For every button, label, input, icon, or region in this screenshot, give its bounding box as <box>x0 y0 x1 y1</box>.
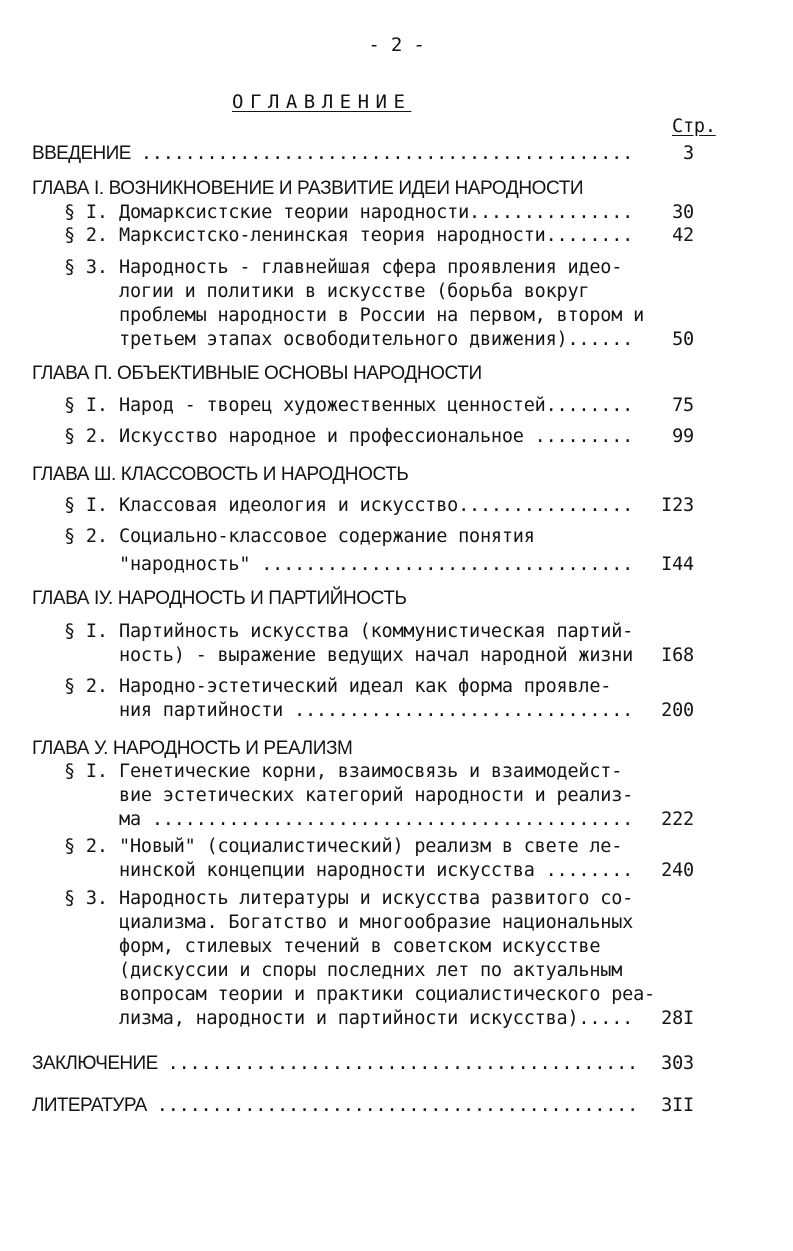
section-last-line: ность) - выражение ведущих начал народной жизни ..... I68 <box>119 644 694 668</box>
section-last-line: "народность" ..... I44 <box>119 553 694 577</box>
chapter-heading: ГЛАВА IУ. НАРОДНОСТЬ И ПАРТИЙНОСТЬ <box>32 588 407 609</box>
section-last-line: третьем этапах освободительного движения) ..... 50 <box>119 328 694 352</box>
dot-leader <box>546 859 634 883</box>
section-number: § 2. <box>64 836 108 857</box>
section-text-line: Народность литературы и искусства развитого со- <box>119 888 634 909</box>
section-number: § I. <box>64 621 108 642</box>
toc-section <box>64 494 694 518</box>
section-text-line: Народно-эстетический идеал как форма проявле- <box>119 676 612 697</box>
toc-section <box>64 760 694 832</box>
page-column-header: Стр. <box>672 116 716 137</box>
section-last-line: Домарксистские теории народности ..... 30 <box>119 201 694 225</box>
section-page: I23 <box>661 495 694 516</box>
toc-entry-literature <box>32 1094 694 1118</box>
section-text-line: Социально-классовое содержание понятия <box>119 526 535 547</box>
section-last-line: ма ..... 222 <box>119 808 694 832</box>
toc-section <box>64 620 694 668</box>
toc-section <box>64 201 694 225</box>
dot-leader <box>469 201 634 225</box>
section-page: 42 <box>672 225 694 246</box>
chapter-heading: ГЛАВА П. ОБЪЕКТИВНЫЕ ОСНОВЫ НАРОДНОСТИ <box>32 363 482 384</box>
section-number: § I. <box>64 761 108 782</box>
toc-section <box>64 394 694 418</box>
section-text-line: вопросам теории и практики социалистического реа- <box>119 984 655 1005</box>
section-text-line: Партийность искусства (коммунистическая партий- <box>119 621 634 642</box>
dot-leader <box>261 553 634 577</box>
section-text-line: вие эстетических категорий народности и реализ- <box>119 785 634 806</box>
section-text-line: форм, стилевых течений в советском искусстве <box>119 936 601 957</box>
dot-leader <box>535 425 634 449</box>
dot-leader <box>168 1052 634 1076</box>
toc-section <box>64 835 694 883</box>
section-text-line: циализма. Богатство и многообразие национальных <box>119 912 634 933</box>
section-last-line: ния партийности ..... 200 <box>119 699 694 723</box>
page-number: - 2 - <box>368 34 425 56</box>
chapter-heading: ГЛАВА У. НАРОДНОСТЬ И РЕАЛИЗМ <box>32 738 353 759</box>
toc-section <box>64 525 694 577</box>
dot-leader <box>152 808 634 832</box>
section-number: § 2. <box>64 225 108 246</box>
section-last-line: Марксистско-ленинская теория народности ..... 42 <box>119 224 694 248</box>
section-text-line: Генетические корни, взаимосвязь и взаимодейст- <box>119 761 623 782</box>
dot-leader <box>294 699 634 723</box>
dot-leader <box>546 394 634 418</box>
intro-label: ВВЕДЕНИЕ <box>32 143 131 164</box>
section-page: I44 <box>661 554 694 575</box>
section-page: 240 <box>661 860 694 881</box>
toc-section <box>64 224 694 248</box>
conclusion-label: ЗАКЛЮЧЕНИЕ <box>32 1053 158 1074</box>
dot-leader <box>567 328 634 352</box>
section-last-line: Искусство народное и профессиональное ..... 99 <box>119 425 694 449</box>
section-last-line: Классовая идеология и искусство ..... I23 <box>119 494 694 518</box>
literature-page: 3II <box>661 1095 694 1116</box>
section-page: 99 <box>672 426 694 447</box>
toc-entry-intro <box>32 142 694 166</box>
section-text-line: Народность - главнейшая сфера проявления идео- <box>119 257 623 278</box>
section-number: § 3. <box>64 257 108 278</box>
section-number: § I. <box>64 395 108 416</box>
toc-section <box>64 425 694 449</box>
section-text-line: проблемы народности в России на первом, втором и <box>119 305 645 326</box>
section-page: I68 <box>661 645 694 666</box>
dot-leader <box>458 494 634 518</box>
section-page: 222 <box>661 809 694 830</box>
section-page: 200 <box>661 700 694 721</box>
toc-section <box>64 887 694 1031</box>
section-text-line: (дискуссии и споры последних лет по актуальным <box>119 960 623 981</box>
section-number: § 2. <box>64 526 108 547</box>
section-number: § 3. <box>64 888 108 909</box>
dot-leader <box>546 224 634 248</box>
section-page: 50 <box>672 329 694 350</box>
section-number: § 2. <box>64 676 108 697</box>
toc-section <box>64 675 694 723</box>
section-last-line: Народ - творец художественных ценностей ..... 75 <box>119 394 694 418</box>
section-last-line: нинской концепции народности искусства ..... 240 <box>119 859 694 883</box>
dot-leader <box>157 1094 634 1118</box>
toc-entry-conclusion <box>32 1052 694 1076</box>
section-number: § I. <box>64 202 108 223</box>
section-last-line: лизма, народности и партийности искусства) ..... 28I <box>119 1007 694 1031</box>
literature-label: ЛИТЕРАТУРА <box>32 1095 147 1116</box>
dot-leader <box>578 1007 634 1031</box>
section-text-line: логии и политики в искусстве (борьба вокруг <box>119 281 590 302</box>
section-number: § 2. <box>64 426 108 447</box>
chapter-heading: ГЛАВА I. ВОЗНИКНОВЕНИЕ И РАЗВИТИЕ ИДЕИ НАРОДНОСТИ <box>32 178 584 199</box>
intro-page: 3 <box>683 143 694 164</box>
section-page: 28I <box>661 1008 694 1029</box>
toc-title: ОГЛАВЛЕНИЕ <box>232 91 412 113</box>
toc-section <box>64 256 694 352</box>
conclusion-page: 303 <box>661 1053 694 1074</box>
dot-leader <box>141 142 634 166</box>
section-page: 75 <box>672 395 694 416</box>
chapter-heading: ГЛАВА Ш. КЛАССОВОСТЬ И НАРОДНОСТЬ <box>32 464 409 485</box>
section-number: § I. <box>64 495 108 516</box>
section-page: 30 <box>672 202 694 223</box>
section-text-line: "Новый" (социалистический) реализм в свете ле- <box>119 836 623 857</box>
